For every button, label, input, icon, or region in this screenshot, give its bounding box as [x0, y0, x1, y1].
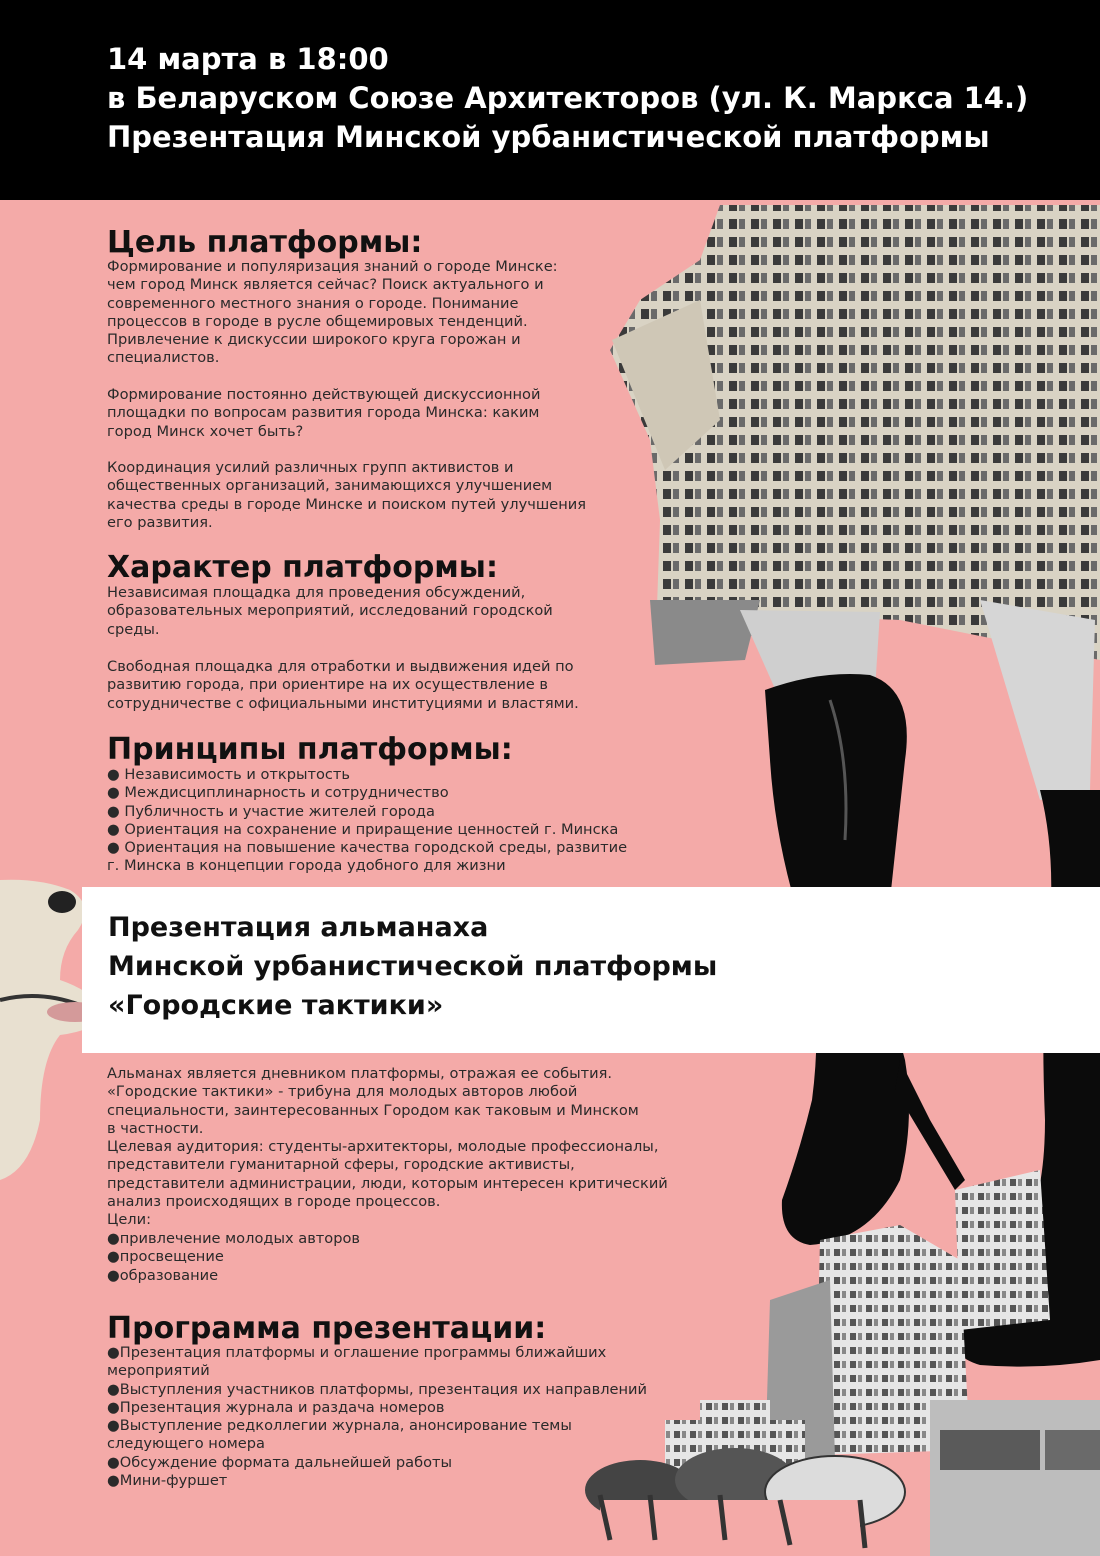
character-paragraph-2: Свободная площадка для отработки и выдвижения идей по развитию города, при ориентире на их осуществление в сотрудничестве с официальными институциями и властями.	[107, 658, 579, 712]
almanac-title-line-1: Презентация альманаха	[108, 912, 489, 943]
almanac-title-band	[82, 887, 1100, 1053]
list-item: ● Публичность и участие жителей города	[107, 802, 435, 820]
character-paragraph-1: Независимая площадка для проведения обсуждений, образовательных мероприятий, исследований городской среды.	[107, 584, 553, 638]
almanac-description: Альманах является дневником платформы, отражая ее события. «Городские тактики» - трибуна для молодых авторов любой специальности, заинтересованных Городом как таковым и Минском в частности. Целевая аудитория: студенты-архитекторы, молодые профессионалы, представители гуманитарной сферы, городские активисты, представители администрации, люди, которым интересен критический анализ происходящих в городе процессов. Цели:	[107, 1065, 668, 1229]
event-title: Презентация Минской урбанистической платформы	[107, 120, 990, 154]
legs	[740, 600, 1095, 800]
almanac-title-line-3: «Городские тактики»	[108, 990, 444, 1021]
list-item: ●Выступление редколлегии журнала, анонсирование темы следующего номера	[107, 1417, 572, 1453]
goal-heading: Цель платформы:	[107, 225, 423, 260]
principles-heading: Принципы платформы:	[107, 732, 513, 767]
header-bar	[0, 0, 1100, 200]
list-item: ●Выступления участников платформы, презентация их направлений	[107, 1380, 648, 1398]
goal-paragraph-3: Координация усилий различных групп активистов и общественных организаций, занимающихся улучшением качества среды в городе Минске и поиском путей улучшения его развития.	[107, 459, 587, 531]
program-list	[107, 1344, 647, 1490]
goal-paragraph-2: Формирование постоянно действующей дискуссионной площадки по вопросам развития города Минска: каким город Минск хочет быть?	[107, 386, 541, 440]
bottom-buildings	[665, 1170, 1100, 1556]
list-item: ● Междисциплинарность и сотрудничество	[107, 784, 449, 802]
list-item: ●Презентация журнала и раздача номеров	[107, 1398, 445, 1416]
list-item: ●образование	[107, 1266, 219, 1284]
program-heading: Программа презентации:	[107, 1311, 547, 1346]
almanac-goals-list	[107, 1230, 360, 1285]
event-date-time: 14 марта в 18:00	[107, 42, 389, 76]
character-heading: Характер платформы:	[107, 550, 498, 585]
list-item: ●просвещение	[107, 1248, 224, 1266]
list-item: ● Ориентация на повышение качества городской среды, развитие г. Минска в концепции города удобного для жизни	[107, 839, 628, 875]
list-item: ●Мини-фуршет	[107, 1472, 228, 1490]
event-venue: в Беларуском Союзе Архитекторов (ул. К. Маркса 14.)	[107, 81, 1029, 115]
list-item: ● Независимость и открытость	[107, 766, 351, 783]
list-item: ●Презентация платформы и оглашение программы ближайших мероприятий	[107, 1344, 607, 1380]
list-item: ●привлечение молодых авторов	[107, 1230, 361, 1247]
list-item: ● Ориентация на сохранение и приращение ценностей г. Минска	[107, 820, 619, 838]
list-item: ●Обсуждение формата дальнейшей работы	[107, 1453, 453, 1471]
principles-list	[107, 766, 627, 876]
skirt-buildings	[610, 205, 1100, 665]
goal-paragraph-1: Формирование и популяризация знаний о городе Минске: чем город Минск является сейчас? Поиск актуального и современного местного знания о городе. Понимание процессов в городе в русле общемировых тенденций. Привлечение к дискуссии широкого круга горожан и специалистов.	[107, 258, 558, 367]
almanac-title-line-2: Минской урбанистической платформы	[108, 951, 718, 982]
